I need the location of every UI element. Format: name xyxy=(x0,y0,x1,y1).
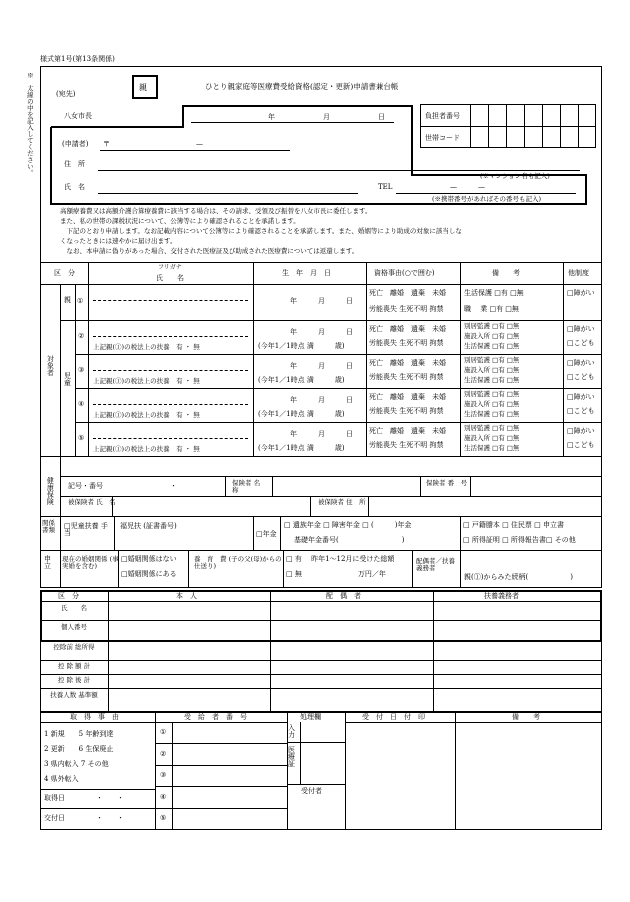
mayor: 八女市長 xyxy=(64,112,92,120)
hokensha-bango: 保険者 番 号 xyxy=(426,479,468,487)
mark-5: ⑤ xyxy=(160,814,167,822)
futan-label: 負担者番号 xyxy=(425,112,460,120)
date-year: 年 xyxy=(268,113,275,121)
child-other-2: □こども xyxy=(567,407,595,415)
oya-label: 親 xyxy=(139,83,147,92)
mark-3: ③ xyxy=(160,771,167,779)
consent-5: なお、本申請に偽りがあった場合、交付された医療証及び助成された医療費については返還します。 xyxy=(60,247,359,255)
consent-2: また、私の世帯の課税状況について、公簿等により確認されることを承諾します。 xyxy=(60,217,300,225)
child-other-1: □障がい xyxy=(567,427,595,435)
bottom-table xyxy=(40,712,602,830)
kiso-nenkin: 基礎年金番号( ) xyxy=(294,536,405,544)
bottom-shutoku: 取 得 事 由 xyxy=(70,713,119,721)
moushitate-label: 申立 xyxy=(44,555,51,570)
income-row-label: 扶養人数 基準額 xyxy=(50,691,98,699)
consent-4: くなったときには速やかに届け出ます。 xyxy=(60,237,177,245)
jido-fuyo: □児童扶養 手当 xyxy=(64,522,108,537)
date-day: 日 xyxy=(378,113,385,121)
child-biko-1: 別居監護 □有 □無 xyxy=(464,356,520,364)
child-reason-2: 労能喪失 生死不明 拘禁 xyxy=(369,407,444,415)
reason-4: 4 県外転入 xyxy=(44,775,79,783)
tel-label: TEL xyxy=(378,183,393,191)
mansion-note: (※マンション名も記入) xyxy=(480,172,550,180)
inc-haigu: 配 偶 者 xyxy=(326,592,361,600)
kofubi-dots: ・ ・ xyxy=(96,814,124,822)
bottom-biko: 備 考 xyxy=(512,713,540,721)
oya-reason-1: 死亡 離婚 遺棄 未婚 xyxy=(369,289,446,297)
child-biko-3: 生活保護 □有 □無 xyxy=(464,444,520,452)
konin-opt-1: □婚姻関係はない xyxy=(121,555,177,563)
child-biko-2: 施設入所 □有 □無 xyxy=(464,434,520,442)
child-fuyo: 上記親(①)の税法上の扶養 有 ・ 無 xyxy=(93,343,200,351)
child-biko-3: 生活保護 □有 □無 xyxy=(464,376,520,384)
child-other-1: □障がい xyxy=(567,325,595,333)
child-other-1: □障がい xyxy=(567,359,595,367)
child-num: ④ xyxy=(78,400,85,408)
child-num: ② xyxy=(78,332,85,340)
child-biko-1: 別居監護 □有 □無 xyxy=(464,390,520,398)
oya-ymd: 年 月 日 xyxy=(290,297,353,305)
hihokensha-addr: 被保険者 住 所 xyxy=(318,498,366,506)
applicant-label: (申請者) xyxy=(62,140,89,148)
haigusha-label: 配偶者／扶養義務者 xyxy=(416,557,455,572)
date-month: 月 xyxy=(323,113,330,121)
child-other-2: □こども xyxy=(567,441,595,449)
inc-fuyogimu: 扶養義務者 xyxy=(484,592,519,600)
reason-3: 3 県内転入 7 その他 xyxy=(44,760,109,768)
child-other-1: □障がい xyxy=(567,393,595,401)
income-row-label: 控 除 額 計 xyxy=(57,662,91,670)
child-biko-2: 施設入所 □有 □無 xyxy=(464,366,520,374)
oya-biko-2: 職 業 □有 □無 xyxy=(464,305,519,313)
child-num: ⑤ xyxy=(78,434,85,442)
uketsukesha: 受付者 xyxy=(301,787,322,795)
income-row-label: 個人番号 xyxy=(61,623,87,631)
income-table xyxy=(40,590,602,712)
income-row-label: 氏 名 xyxy=(61,604,87,612)
child-age: (今年1／1時点 満 歳) xyxy=(258,410,345,418)
child-biko-1: 別居監護 □有 □無 xyxy=(464,424,520,432)
kigo-label: 記号・番号 xyxy=(68,482,103,490)
konin-label: 現在の婚姻関係 (事実婚を含む) xyxy=(62,555,119,570)
child-ymd: 年 月 日 xyxy=(290,328,353,336)
kubun-header: 区 分 xyxy=(54,269,75,277)
child-biko-3: 生活保護 □有 □無 xyxy=(464,410,520,418)
child-age: (今年1／1時点 満 歳) xyxy=(258,342,345,350)
reason-2: 2 更新 6 生保廃止 xyxy=(44,745,114,753)
biko-header: 備 考 xyxy=(492,269,520,277)
child-age: (今年1／1時点 満 歳) xyxy=(258,376,345,384)
kofubi: 交付日 xyxy=(44,814,65,822)
bottom-shori: 処理欄 xyxy=(300,713,321,721)
hihokensha-name: 被保険者 氏 名 xyxy=(68,498,116,506)
haigusha-val: 親(①)からみた続柄( ) xyxy=(464,573,573,581)
child-reason-1: 死亡 離婚 遺棄 未婚 xyxy=(369,427,446,435)
nenkin-opts: □ 遺族年金 □ 障害年金 □ ( )年金 xyxy=(284,521,412,529)
taisho-label: 対象者 xyxy=(46,355,55,376)
shimei-header: 氏 名 xyxy=(156,274,184,282)
docs-1: □ 戸籍謄本 □ 住民票 □ 申立書 xyxy=(463,521,564,529)
reason-1: 1 新規 5 年齢到達 xyxy=(44,730,114,738)
child-reason-1: 死亡 離婚 遺棄 未婚 xyxy=(369,393,446,401)
kenko-label: 健康保険 xyxy=(46,477,55,505)
yoiku-label: 養 育 費 (子の父(母)からの仕送り) xyxy=(194,555,282,570)
nenkin: □年金 xyxy=(256,530,277,538)
consent-3: 下記のとおり申請します。なお記載内容について公簿等により確認されることを承諾します。また、婚姻等により助成の対象に該当しな xyxy=(60,227,462,235)
child-other-2: □こども xyxy=(567,339,595,347)
setai-label: 世帯コード xyxy=(425,134,460,142)
shutokubi: 取得日 xyxy=(44,794,65,802)
furigana-header: フリガナ xyxy=(158,264,182,271)
iryosho: 医療証 xyxy=(288,746,295,768)
income-row-label: 控 除 後 計 xyxy=(57,676,91,684)
mark-4: ④ xyxy=(160,793,167,801)
child-biko-1: 別居監護 □有 □無 xyxy=(464,322,520,330)
kankei-label: 関係書類 xyxy=(42,519,55,534)
child-fuyo: 上記親(①)の税法上の扶養 有 ・ 無 xyxy=(93,411,200,419)
child-fuyo: 上記親(①)の税法上の扶養 有 ・ 無 xyxy=(93,445,200,453)
child-reason-1: 死亡 離婚 遺棄 未婚 xyxy=(369,325,446,333)
child-reason-2: 労能喪失 生死不明 拘禁 xyxy=(369,373,444,381)
reason-header: 資格事由(○で囲む) xyxy=(374,269,435,277)
fukushi: 福児扶 (証書番号) xyxy=(120,522,177,530)
birth-header: 生 年 月 日 xyxy=(282,269,331,277)
child-ymd: 年 月 日 xyxy=(290,362,353,370)
child-other-2: □こども xyxy=(567,373,595,381)
child-age: (今年1／1時点 満 歳) xyxy=(258,444,345,452)
mobile-note: (※携帯番号があればその番号も記入) xyxy=(432,195,542,203)
yoiku-opt-2: □ 無 万円／年 xyxy=(286,570,386,578)
mark-1: ① xyxy=(160,728,167,736)
nyuryoku: 入力 xyxy=(288,724,295,739)
form-number: 様式第1号(第13条関係) xyxy=(40,55,115,63)
oya-other-1: □障がい xyxy=(567,289,595,297)
name-label: 氏 名 xyxy=(64,183,85,191)
tel-dash: — — xyxy=(450,183,485,191)
kigo-dot: ・ xyxy=(170,482,177,490)
address-label: 住 所 xyxy=(64,160,85,168)
jido-col: 児童 xyxy=(63,372,72,386)
child-ymd: 年 月 日 xyxy=(290,396,353,404)
inc-honnin: 本 人 xyxy=(176,592,197,600)
other-header: 他制度 xyxy=(568,269,589,277)
child-biko-3: 生活保護 □有 □無 xyxy=(464,342,520,350)
postal-dash: — xyxy=(196,140,203,148)
yoiku-opt-1: □ 有 昨年1～12月に受けた総額 xyxy=(286,555,395,563)
hokensha-mei: 保険者 名 称 xyxy=(232,479,267,494)
oya-num: ① xyxy=(77,297,84,305)
child-biko-2: 施設入所 □有 □無 xyxy=(464,332,520,340)
shutokubi-dots: ・ ・ xyxy=(96,794,124,802)
child-fuyo: 上記親(①)の税法上の扶養 有 ・ 無 xyxy=(93,377,200,385)
bottom-jukyu: 受 給 者 番 号 xyxy=(184,713,247,721)
page-title: ひとり親家庭等医療費受給資格(認定・更新)申請書兼台帳 xyxy=(205,82,399,91)
postal-mark: 〒 xyxy=(103,140,110,148)
oya-col: 親 xyxy=(64,296,71,304)
konin-opt-2: □婚姻関係にある xyxy=(121,570,177,578)
child-reason-1: 死亡 離婚 遺棄 未婚 xyxy=(369,359,446,367)
child-num: ③ xyxy=(78,366,85,374)
addressee: (宛先) xyxy=(56,90,76,98)
oya-reason-2: 労能喪失 生死不明 拘禁 xyxy=(369,305,444,313)
bottom-uketsuke: 受 付 日 付 印 xyxy=(362,713,425,721)
oya-biko-1: 生活保護 □有 □無 xyxy=(464,289,524,297)
child-ymd: 年 月 日 xyxy=(290,430,353,438)
side-note: ※ 太線の中を記入してください。 xyxy=(25,72,34,176)
child-reason-2: 労能喪失 生死不明 拘禁 xyxy=(369,339,444,347)
docs-2: □ 所得証明 □ 所得報告書□ その他 xyxy=(463,536,576,544)
inc-kubun: 区 分 xyxy=(58,592,79,600)
consent-1: 高額療養費又は高額介護合算療養費に該当する場合は、その請求、受領及び振替を八女市長に委任します。 xyxy=(60,207,372,215)
mark-2: ② xyxy=(160,750,167,758)
child-reason-2: 労能喪失 生死不明 拘禁 xyxy=(369,441,444,449)
income-row-label: 控除前 総所得 xyxy=(53,643,95,651)
child-biko-2: 施設入所 □有 □無 xyxy=(464,400,520,408)
